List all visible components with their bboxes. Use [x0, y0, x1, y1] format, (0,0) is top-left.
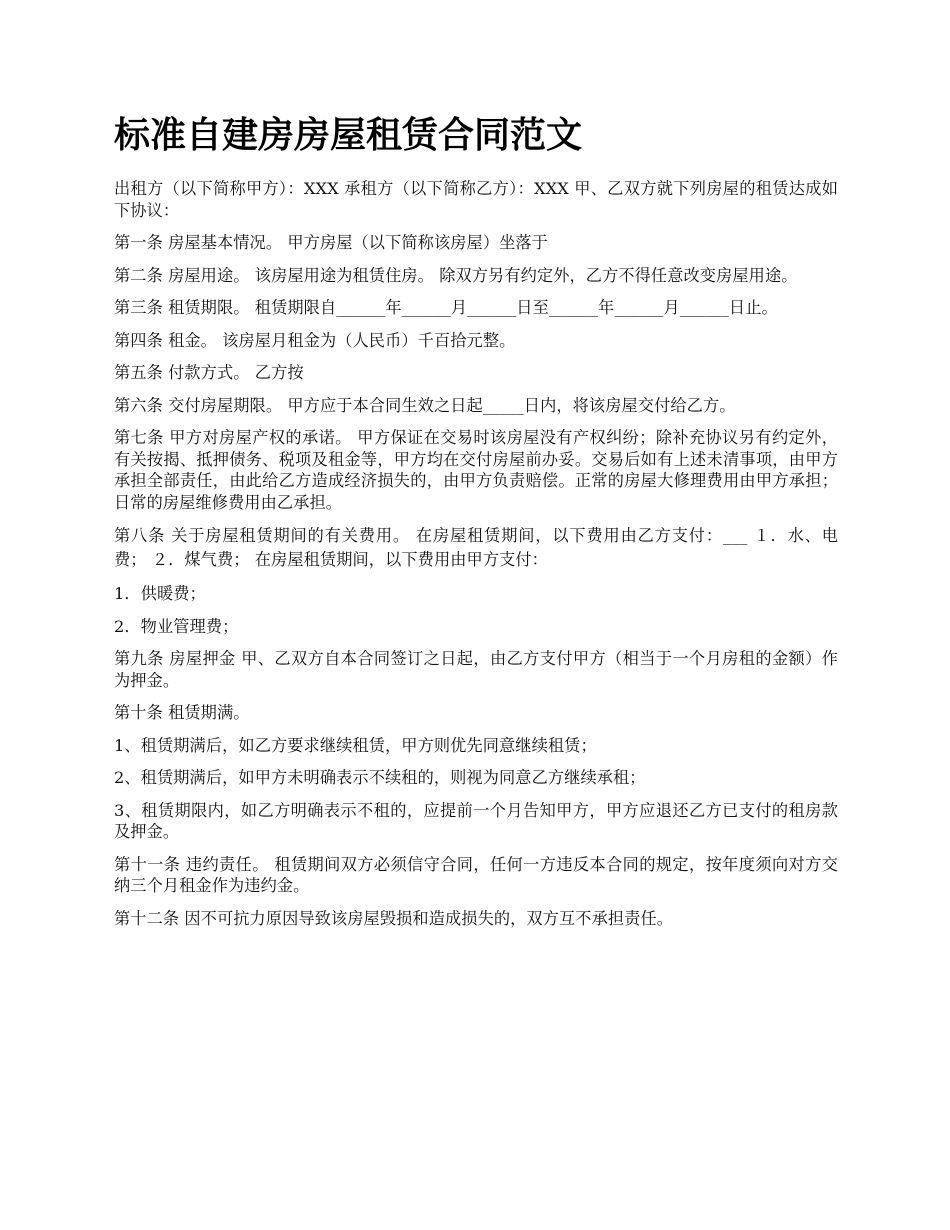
paragraph-property-fee: 2．物业管理费； [114, 616, 239, 636]
paragraph-heating-fee: 1．供暖费； [114, 584, 206, 603]
document-title: 标准自建房房屋租赁合同范文 [114, 115, 583, 156]
paragraph-article-10-item-1: 1、租赁期满后，如乙方要求继续租赁，甲方则优先同意继续租赁； [114, 735, 597, 755]
paragraph-article-8: 第八条 关于房屋租赁期间的有关费用。 在房屋租赁期间，以下费用由乙方支付：___ １．水、电费； ２．煤气费； 在房屋租赁期间，以下费用由甲方支付： [114, 526, 838, 569]
paragraph-article-1: 第一条 房屋基本情况。 甲方房屋（以下简称该房屋）坐落于 [114, 233, 548, 252]
paragraph-article-7: 第七条 甲方对房屋产权的承诺。 甲方保证在交易时该房屋没有产权纠纷；除补充协议另有约定外，有关按揭、抵押债务、税项及租金等，甲方均在交付房屋前办妥。交易后如有上述未清事项，由甲方承担全部责任，由此给乙方造成经济损失的，由甲方负责赔偿。正常的房屋大修理费用由甲方承担；日常的房屋维修费用由乙承担。 [114, 428, 838, 512]
paragraph-article-4: 第四条 租金。 该房屋月租金为（人民币）千百拾元整。 [114, 330, 516, 350]
paragraph-article-10-item-2: 2、租赁期满后，如甲方未明确表示不续租的，则视为同意乙方继续承租； [114, 768, 646, 787]
paragraph-article-12: 第十二条 因不可抗力原因导致该房屋毁损和造成损失的，双方互不承担责任。 [114, 908, 674, 928]
document-body [114, 178, 838, 940]
paragraph-article-5: 第五条 付款方式。 乙方按 [114, 363, 304, 382]
paragraph-article-9: 第九条 房屋押金 甲、乙双方自本合同签订之日起，由乙方支付甲方（相当于一个月房租的金额）作为押金。 [114, 649, 838, 690]
paragraph-article-11: 第十一条 违约责任。 租赁期间双方必须信守合同，任何一方违反本合同的规定，按年度须向对方交纳三个月租金作为违约金。 [114, 854, 838, 895]
paragraph-article-10: 第十条 租赁期满。 [114, 703, 250, 722]
paragraph-article-6: 第六条 交付房屋期限。 甲方应于本合同生效之日起_____日内，将该房屋交付给乙方。 [114, 395, 736, 415]
paragraph-parties: 出租方（以下简称甲方）：XXX 承租方（以下简称乙方）：XXX 甲、乙双方就下列房屋的租赁达成如下协议： [114, 179, 838, 220]
paragraph-article-2: 第二条 房屋用途。 该房屋用途为租赁住房。 除双方另有约定外，乙方不得任意改变房屋用途。 [114, 265, 798, 285]
paragraph-article-3: 第三条 租赁期限。 租赁期限自______年______月______日至______年______月______日止。 [114, 298, 778, 317]
paragraph-article-10-item-3: 3、租赁期限内，如乙方明确表示不租的，应提前一个月告知甲方，甲方应退还乙方已支付的租房款及押金。 [114, 800, 838, 841]
